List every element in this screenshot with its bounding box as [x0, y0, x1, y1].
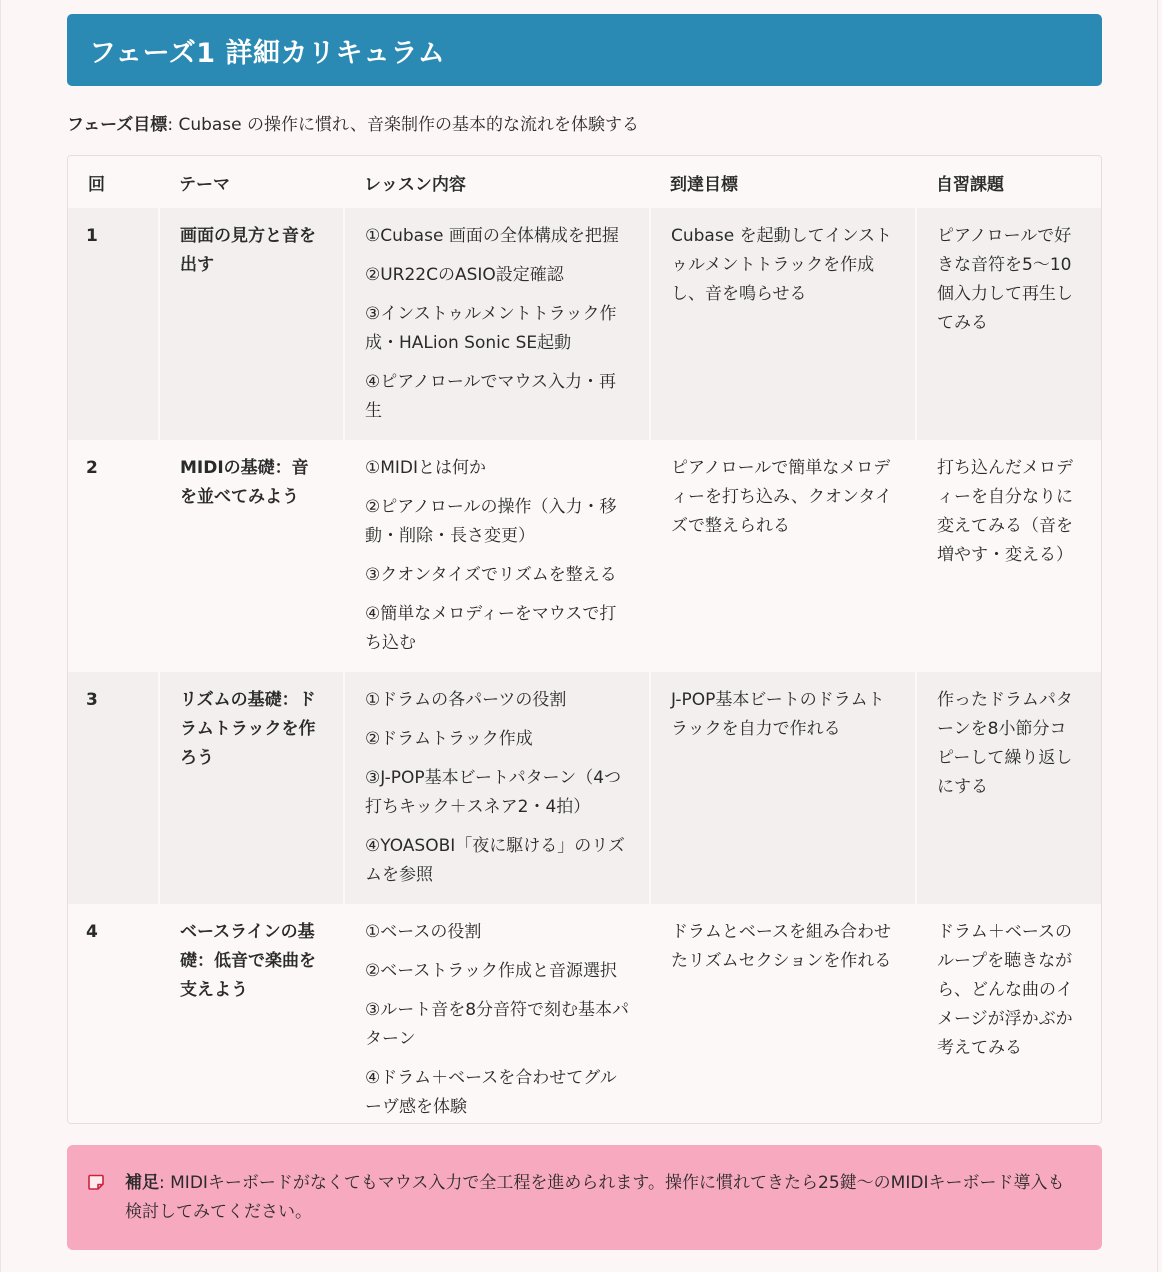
lesson-item: ①MIDIとは何か: [365, 458, 487, 478]
row-theme: ベースラインの基礎：低音で楽曲を支えよう: [159, 904, 344, 1124]
lesson-item: ②ドラムトラック作成: [365, 729, 533, 749]
lesson-item: ①Cubase 画面の全体構成を把握: [365, 226, 619, 246]
table-header-row: [68, 156, 1101, 208]
lesson-item: ①ドラムの各パーツの役割: [365, 690, 567, 710]
lesson-item: ④YOASOBI「夜に駆ける」のリズムを参照: [365, 836, 625, 885]
row-theme: リズムの基礎：ドラムトラックを作ろう: [159, 672, 344, 904]
row-theme: 画面の見方と音を出す: [159, 208, 344, 440]
memo-icon: [87, 1173, 105, 1191]
row-homework: ピアノロールで好きな音符を5〜10個入力して再生してみる: [916, 208, 1101, 440]
row-goal: ドラムとベースを組み合わせたリズムセクションを作れる: [650, 904, 916, 1124]
row-lessons: [344, 904, 650, 1124]
row-num: 4: [68, 904, 159, 1124]
table-row: [68, 208, 1101, 440]
row-goal: J-POP基本ビートのドラムトラックを自力で作れる: [650, 672, 916, 904]
row-lessons: [344, 208, 650, 440]
row-num: 1: [68, 208, 159, 440]
row-homework: ドラム＋ベースのループを聴きながら、どんな曲のイメージが浮かぶか考えてみる: [916, 904, 1101, 1124]
table-row: [68, 672, 1101, 904]
lesson-item: ②ピアノロールの操作（入力・移動・削除・長さ変更）: [365, 497, 617, 546]
lesson-item: ②UR22CのASIO設定確認: [365, 265, 564, 285]
phase-goal-text: : Cubase の操作に慣れ、音楽制作の基本的な流れを体験する: [167, 115, 640, 135]
lesson-item: ③インストゥルメントトラック作成・HALion Sonic SE起動: [365, 304, 617, 353]
supplement-note: [67, 1145, 1102, 1250]
note-text: : MIDIキーボードがなくてもマウス入力で全工程を進められます。操作に慣れてきたら25鍵〜のMIDIキーボード導入も検討してみてください。: [125, 1173, 1065, 1222]
lesson-item: ③ルート音を8分音符で刻む基本パターン: [365, 1000, 630, 1049]
row-lessons: [344, 672, 650, 904]
lesson-item: ④ピアノロールでマウス入力・再生: [365, 372, 617, 421]
row-theme: MIDIの基礎：音を並べてみよう: [159, 440, 344, 672]
table-row: [68, 440, 1101, 672]
lesson-item: ③J-POP基本ビートパターン（4つ打ちキック＋スネア2・4拍）: [365, 768, 622, 817]
curriculum-table: [68, 156, 1101, 1124]
row-num: 2: [68, 440, 159, 672]
table-row: [68, 904, 1101, 1124]
curriculum-table-container: [67, 155, 1102, 1124]
header-num: 回: [88, 174, 105, 195]
page-title-bar: [67, 14, 1102, 86]
page-title: フェーズ1 詳細カリキュラム: [89, 37, 446, 69]
row-lessons: [344, 440, 650, 672]
note-label: 補足: [125, 1173, 159, 1193]
row-goal: Cubase を起動してインストゥルメントトラックを作成し、音を鳴らせる: [650, 208, 916, 440]
header-theme: テーマ: [179, 174, 230, 195]
lesson-item: ③クオンタイズでリズムを整える: [365, 565, 617, 585]
row-num: 3: [68, 672, 159, 904]
lesson-item: ④ドラム＋ベースを合わせてグルーヴ感を体験: [365, 1068, 617, 1117]
row-homework: 打ち込んだメロディーを自分なりに変えてみる（音を増やす・変える）: [916, 440, 1101, 672]
row-goal: ピアノロールで簡単なメロディーを打ち込み、クオンタイズで整えられる: [650, 440, 916, 672]
header-homework: 自習課題: [936, 174, 1004, 195]
phase-goal-label: フェーズ目標: [67, 115, 168, 135]
phase-goal: [67, 110, 639, 135]
lesson-item: ②ベーストラック作成と音源選択: [365, 961, 618, 981]
header-goal: 到達目標: [670, 174, 738, 195]
lesson-item: ④簡単なメロディーをマウスで打ち込む: [365, 604, 617, 653]
header-lessons: レッスン内容: [364, 174, 466, 195]
lesson-item: ①ベースの役割: [365, 922, 482, 942]
row-homework: 作ったドラムパターンを8小節分コピーして繰り返しにする: [916, 672, 1101, 904]
